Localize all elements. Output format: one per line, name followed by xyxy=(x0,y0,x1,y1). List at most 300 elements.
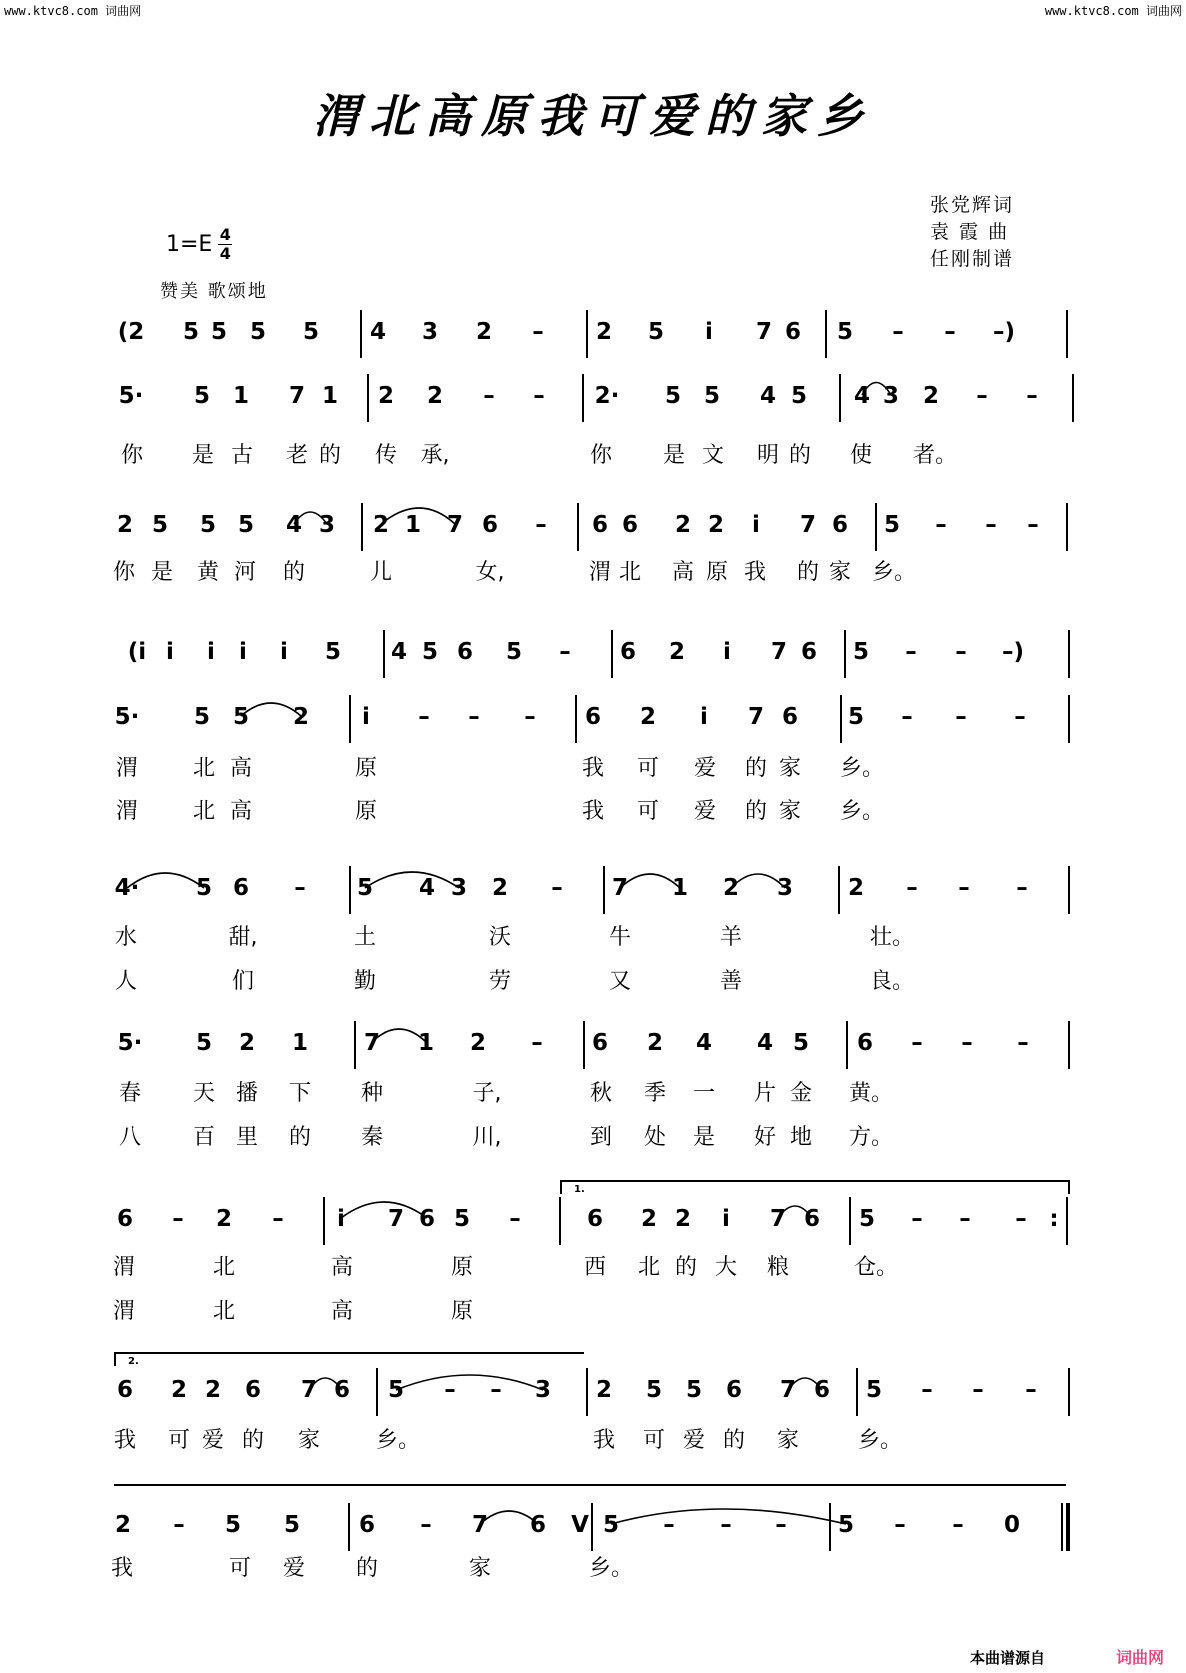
note: 5 xyxy=(790,383,808,409)
note: 2 xyxy=(491,875,509,901)
note: – xyxy=(663,1512,675,1538)
lyric-syllable: 里 xyxy=(235,1125,259,1150)
lyric-syllable: 种 xyxy=(360,1081,384,1106)
note: 7 xyxy=(471,1512,489,1538)
note: i xyxy=(207,639,215,665)
note: – xyxy=(952,1512,964,1538)
note: 5 xyxy=(324,639,342,665)
note: – xyxy=(532,319,544,345)
note: 6 xyxy=(591,1030,609,1056)
lyric-syllable: 北 xyxy=(192,799,216,824)
note: – xyxy=(490,1377,502,1403)
note: 7 xyxy=(747,704,765,730)
note: – xyxy=(955,704,967,730)
note: 2 xyxy=(922,383,940,409)
lyric-syllable: 家 xyxy=(828,560,852,585)
note: 6 xyxy=(333,1377,351,1403)
lyric-syllable: 金 xyxy=(789,1081,813,1106)
note: 2 xyxy=(639,704,657,730)
lyric-syllable: 处 xyxy=(643,1125,667,1150)
note: 2 xyxy=(292,704,310,730)
lyric-syllable: 我 xyxy=(581,799,605,824)
note: – xyxy=(1025,1377,1037,1403)
lyric-syllable: 是 xyxy=(191,443,215,468)
note: 5 xyxy=(852,639,870,665)
note: 6 xyxy=(803,1206,821,1232)
note: 5 xyxy=(387,1377,405,1403)
lyric-syllable: 沃 xyxy=(488,925,512,950)
note: – xyxy=(509,1206,521,1232)
lyric-syllable: 渭 xyxy=(112,1255,136,1280)
note: 2 xyxy=(114,1512,132,1538)
lyric-syllable: 的 xyxy=(744,756,768,781)
lyric-syllable: 一 xyxy=(692,1081,716,1106)
note: 5 xyxy=(283,1512,301,1538)
lyric-syllable: 河 xyxy=(233,560,257,585)
source-note: 本曲谱源自 xyxy=(970,1649,1046,1667)
note: – xyxy=(958,875,970,901)
note: 4 xyxy=(390,639,408,665)
lyric-syllable: 北 xyxy=(212,1299,236,1324)
lyric-syllable: 乡。 xyxy=(871,560,917,585)
note: – xyxy=(720,1512,732,1538)
note: 5· xyxy=(114,704,140,730)
note: 4· xyxy=(114,875,140,901)
note: 5 xyxy=(685,1377,703,1403)
lyric-syllable: 勤 xyxy=(353,969,377,994)
lyric-syllable: 川, xyxy=(472,1125,502,1150)
note: 5 xyxy=(182,319,200,345)
note: 2 xyxy=(595,319,613,345)
lyric-syllable: 的 xyxy=(722,1428,746,1453)
note: – xyxy=(1026,383,1038,409)
lyric-syllable: 北 xyxy=(212,1255,236,1280)
note: 1 xyxy=(232,383,250,409)
lyric-syllable: 羊 xyxy=(719,925,743,950)
note: – xyxy=(1014,704,1026,730)
note: 3 xyxy=(421,319,439,345)
lyric-syllable: 原 xyxy=(354,756,378,781)
note: 2 xyxy=(377,383,395,409)
lyric-syllable: 乡。 xyxy=(839,799,885,824)
note: 6 xyxy=(244,1377,262,1403)
note: 4 xyxy=(285,512,303,538)
note: 6 xyxy=(856,1030,874,1056)
lyric-syllable: 善 xyxy=(719,969,743,994)
note: – xyxy=(976,383,988,409)
lyric-syllable: 黄。 xyxy=(848,1081,894,1106)
note: – xyxy=(483,383,495,409)
note: – xyxy=(972,1377,984,1403)
note: 5· xyxy=(118,383,144,409)
lyric-syllable: 方。 xyxy=(848,1125,894,1150)
note: 5 xyxy=(356,875,374,901)
note: 6 xyxy=(586,1206,604,1232)
note: 5 xyxy=(193,704,211,730)
note: 6 xyxy=(358,1512,376,1538)
lyricist: 张党辉词 xyxy=(930,194,1015,216)
lyric-syllable: 秋 xyxy=(589,1081,613,1106)
note: 2 xyxy=(640,1206,658,1232)
note: –) xyxy=(1001,639,1025,665)
note: – xyxy=(901,704,913,730)
lyric-syllable: 粮 xyxy=(766,1255,790,1280)
note: : xyxy=(1049,1206,1059,1232)
lyric-syllable: 的 xyxy=(288,1125,312,1150)
lyric-syllable: 的 xyxy=(241,1428,265,1453)
note: – xyxy=(911,1206,923,1232)
lyric-syllable: 原 xyxy=(450,1255,474,1280)
note: 1 xyxy=(321,383,339,409)
note: – xyxy=(551,875,563,901)
note: – xyxy=(944,319,956,345)
note: – xyxy=(1017,1030,1029,1056)
lyric-syllable: 爱 xyxy=(201,1428,225,1453)
note: i xyxy=(280,639,288,665)
note: 2 xyxy=(674,512,692,538)
lyric-syllable: 的 xyxy=(796,560,820,585)
lyric-syllable: 我 xyxy=(581,756,605,781)
note: 5 xyxy=(847,704,865,730)
note: 1 xyxy=(671,875,689,901)
note: 5 xyxy=(237,512,255,538)
note: 5 xyxy=(302,319,320,345)
note: 2 xyxy=(372,512,390,538)
note: i xyxy=(700,704,708,730)
lyric-syllable: 渭 xyxy=(588,560,612,585)
note: 1 xyxy=(291,1030,309,1056)
lyric-syllable: 乡。 xyxy=(375,1428,421,1453)
note: 5 xyxy=(837,1512,855,1538)
note: 7 xyxy=(300,1377,318,1403)
note: 6 xyxy=(831,512,849,538)
lyric-syllable: 仓。 xyxy=(853,1255,899,1280)
lyric-syllable: 是 xyxy=(150,560,174,585)
note: 6 xyxy=(781,704,799,730)
note: i xyxy=(337,1206,345,1232)
note: – xyxy=(272,1206,284,1232)
note: 2 xyxy=(215,1206,233,1232)
lyric-syllable: 人 xyxy=(114,969,138,994)
lyric-syllable: 秦 xyxy=(360,1125,384,1150)
note: – xyxy=(935,512,947,538)
note: 5 xyxy=(883,512,901,538)
lyric-syllable: 我 xyxy=(743,560,767,585)
note: 6 xyxy=(481,512,499,538)
lyric-syllable: 使 xyxy=(849,443,873,468)
site-logo: 词曲网 xyxy=(1116,1648,1165,1667)
lyric-syllable: 可 xyxy=(642,1428,666,1453)
lyric-syllable: 爱 xyxy=(682,1428,706,1453)
note: 5 xyxy=(602,1512,620,1538)
note: – xyxy=(420,1512,432,1538)
lyric-syllable: 爱 xyxy=(282,1556,306,1581)
note: 5 xyxy=(151,512,169,538)
note: 5 xyxy=(505,639,523,665)
note: 7 xyxy=(769,1206,787,1232)
note: 6 xyxy=(116,1377,134,1403)
lyric-syllable: 季 xyxy=(643,1081,667,1106)
note: 6 xyxy=(621,512,639,538)
lyric-syllable: 的 xyxy=(744,799,768,824)
lyric-syllable: 者。 xyxy=(912,443,958,468)
note: – xyxy=(892,319,904,345)
lyric-syllable: 原 xyxy=(450,1299,474,1324)
lyric-syllable: 是 xyxy=(692,1125,716,1150)
note: 6 xyxy=(591,512,609,538)
lyric-syllable: 可 xyxy=(636,756,660,781)
lyric-syllable: 下 xyxy=(288,1081,312,1106)
note: – xyxy=(444,1377,456,1403)
note: 2 xyxy=(170,1377,188,1403)
note: 2 xyxy=(475,319,493,345)
note: 7 xyxy=(755,319,773,345)
lyric-syllable: 壮。 xyxy=(869,925,915,950)
note: – xyxy=(961,1030,973,1056)
lyric-syllable: 北 xyxy=(637,1255,661,1280)
lyric-syllable: 片 xyxy=(753,1081,777,1106)
note: –) xyxy=(992,319,1016,345)
note: 5 xyxy=(232,704,250,730)
lyric-syllable: 儿 xyxy=(369,560,393,585)
lyric-syllable: 地 xyxy=(789,1125,813,1150)
lyric-syllable: 老 xyxy=(285,443,309,468)
note: 5 xyxy=(647,319,665,345)
lyric-syllable: 的 xyxy=(318,443,342,468)
note: 5 xyxy=(453,1206,471,1232)
lyric-syllable: 大 xyxy=(714,1255,738,1280)
note: i xyxy=(723,639,731,665)
note: 1 xyxy=(404,512,422,538)
lyric-syllable: 原 xyxy=(354,799,378,824)
key-prefix: 1=E xyxy=(166,232,213,257)
note: 5 xyxy=(792,1030,810,1056)
volta-second-label: 2. xyxy=(128,1356,139,1367)
lyric-syllable: 高 xyxy=(229,799,253,824)
lyric-syllable: 家 xyxy=(778,756,802,781)
lyric-syllable: 家 xyxy=(468,1556,492,1581)
note: 6 xyxy=(232,875,250,901)
note: – xyxy=(418,704,430,730)
lyric-syllable: 是 xyxy=(662,443,686,468)
note: – xyxy=(173,1512,185,1538)
lyric-syllable: 高 xyxy=(330,1255,354,1280)
note: – xyxy=(1015,1206,1027,1232)
note: 6 xyxy=(725,1377,743,1403)
note: 5 xyxy=(858,1206,876,1232)
tempo-marking: 赞美 歌颂地 xyxy=(160,281,268,302)
lyric-syllable: 传 xyxy=(374,443,398,468)
note: – xyxy=(911,1030,923,1056)
note: 2 xyxy=(646,1030,664,1056)
note: 1 xyxy=(417,1030,435,1056)
note: 5 xyxy=(703,383,721,409)
note: 0 xyxy=(1003,1512,1021,1538)
note: 4 xyxy=(369,319,387,345)
note: – xyxy=(906,875,918,901)
note: 5 xyxy=(195,875,213,901)
lyric-syllable: 水 xyxy=(114,925,138,950)
note: 5 xyxy=(224,1512,242,1538)
note: i xyxy=(752,512,760,538)
lyric-syllable: 甜, xyxy=(228,925,258,950)
site-watermark-left: www.ktvc8.com 词曲网 xyxy=(4,4,142,18)
note: 6 xyxy=(116,1206,134,1232)
note: 6 xyxy=(529,1512,547,1538)
lyric-syllable: 播 xyxy=(235,1081,259,1106)
note: 2 xyxy=(847,875,865,901)
note: V xyxy=(571,1512,589,1538)
lyric-syllable: 可 xyxy=(167,1428,191,1453)
note: 4 xyxy=(695,1030,713,1056)
note: 5 xyxy=(664,383,682,409)
note: 3 xyxy=(776,875,794,901)
note: 5 xyxy=(836,319,854,345)
lyric-syllable: 高 xyxy=(330,1299,354,1324)
note: 5 xyxy=(193,383,211,409)
note: 5 xyxy=(249,319,267,345)
note: (2 xyxy=(117,319,145,345)
note: i xyxy=(705,319,713,345)
lyric-syllable: 八 xyxy=(118,1125,142,1150)
note: 6 xyxy=(619,639,637,665)
note: 2 xyxy=(469,1030,487,1056)
lyric-syllable: 家 xyxy=(297,1428,321,1453)
lyric-syllable: 女, xyxy=(475,560,505,585)
lyric-syllable: 古 xyxy=(230,443,254,468)
arranger: 任刚制谱 xyxy=(930,248,1015,270)
lyric-syllable: 家 xyxy=(776,1428,800,1453)
note: 2 xyxy=(116,512,134,538)
lyric-syllable: 良。 xyxy=(869,969,915,994)
note: – xyxy=(468,704,480,730)
note: 2· xyxy=(594,383,620,409)
lyric-syllable: 牛 xyxy=(608,925,632,950)
note: – xyxy=(524,704,536,730)
note: 3 xyxy=(534,1377,552,1403)
lyric-syllable: 你 xyxy=(120,443,144,468)
note: 2 xyxy=(674,1206,692,1232)
note: 5 xyxy=(199,512,217,538)
lyric-syllable: 劳 xyxy=(488,969,512,994)
lyric-syllable: 子, xyxy=(472,1081,502,1106)
lyric-syllable: 你 xyxy=(112,560,136,585)
note: 4 xyxy=(756,1030,774,1056)
lyric-syllable: 乡。 xyxy=(839,756,885,781)
lyric-syllable: 土 xyxy=(353,925,377,950)
note: 6 xyxy=(456,639,474,665)
lyric-syllable: 承, xyxy=(420,443,450,468)
note: 7 xyxy=(387,1206,405,1232)
note: 2 xyxy=(238,1030,256,1056)
note: 4 xyxy=(418,875,436,901)
note: 5 xyxy=(865,1377,883,1403)
lyric-syllable: 乡。 xyxy=(588,1556,634,1581)
lyric-syllable: 我 xyxy=(113,1428,137,1453)
lyric-syllable: 原 xyxy=(705,560,729,585)
note: – xyxy=(959,1206,971,1232)
lyric-syllable: 可 xyxy=(636,799,660,824)
lyric-syllable: 黄 xyxy=(196,560,220,585)
note: 6 xyxy=(584,704,602,730)
time-denominator: 4 xyxy=(219,244,231,263)
lyric-syllable: 北 xyxy=(192,756,216,781)
lyric-syllable: 可 xyxy=(228,1556,252,1581)
note: 4 xyxy=(853,383,871,409)
note: 7 xyxy=(611,875,629,901)
note: 4 xyxy=(759,383,777,409)
lyric-syllable: 的 xyxy=(282,560,306,585)
note: i xyxy=(722,1206,730,1232)
note: 2 xyxy=(668,639,686,665)
note: – xyxy=(531,1030,543,1056)
note: 6 xyxy=(418,1206,436,1232)
note: 3 xyxy=(450,875,468,901)
note: 3 xyxy=(882,383,900,409)
note: – xyxy=(775,1512,787,1538)
note: 5 xyxy=(645,1377,663,1403)
note: 7 xyxy=(770,639,788,665)
lyric-syllable: 渭 xyxy=(112,1299,136,1324)
site-watermark-right: www.ktvc8.com 词曲网 xyxy=(1044,4,1182,18)
lyric-syllable: 你 xyxy=(589,443,613,468)
note: – xyxy=(1027,512,1039,538)
note: 2 xyxy=(722,875,740,901)
lyric-syllable: 天 xyxy=(192,1081,216,1106)
note: 7 xyxy=(363,1030,381,1056)
lyric-syllable: 又 xyxy=(608,969,632,994)
lyric-syllable: 百 xyxy=(192,1125,216,1150)
lyric-syllable: 西 xyxy=(583,1255,607,1280)
note: 5 xyxy=(421,639,439,665)
note: – xyxy=(1016,875,1028,901)
note: 5· xyxy=(117,1030,143,1056)
note: – xyxy=(894,1512,906,1538)
note: – xyxy=(985,512,997,538)
note: – xyxy=(955,639,967,665)
note: 6 xyxy=(800,639,818,665)
note: 2 xyxy=(595,1377,613,1403)
lyric-syllable: 我 xyxy=(110,1556,134,1581)
note: 7 xyxy=(779,1377,797,1403)
lyric-syllable: 春 xyxy=(118,1081,142,1106)
lyric-syllable: 好 xyxy=(753,1125,777,1150)
note: (i xyxy=(127,639,147,665)
note: – xyxy=(559,639,571,665)
note: 2 xyxy=(707,512,725,538)
lyric-syllable: 文 xyxy=(701,443,725,468)
lyric-syllable: 高 xyxy=(229,756,253,781)
note: – xyxy=(921,1377,933,1403)
lyric-syllable: 渭 xyxy=(115,799,139,824)
note: 2 xyxy=(204,1377,222,1403)
note: – xyxy=(533,383,545,409)
lyric-syllable: 家 xyxy=(778,799,802,824)
lyric-syllable: 高 xyxy=(671,560,695,585)
lyric-syllable: 我 xyxy=(592,1428,616,1453)
lyric-syllable: 北 xyxy=(618,560,642,585)
note: – xyxy=(172,1206,184,1232)
note: 5 xyxy=(195,1030,213,1056)
note: 7 xyxy=(799,512,817,538)
lyric-syllable: 乡。 xyxy=(857,1428,903,1453)
lyric-syllable: 渭 xyxy=(115,756,139,781)
note: 7 xyxy=(446,512,464,538)
lyric-syllable: 爱 xyxy=(693,799,717,824)
lyric-syllable: 的 xyxy=(788,443,812,468)
lyric-syllable: 们 xyxy=(231,969,255,994)
note: 6 xyxy=(813,1377,831,1403)
